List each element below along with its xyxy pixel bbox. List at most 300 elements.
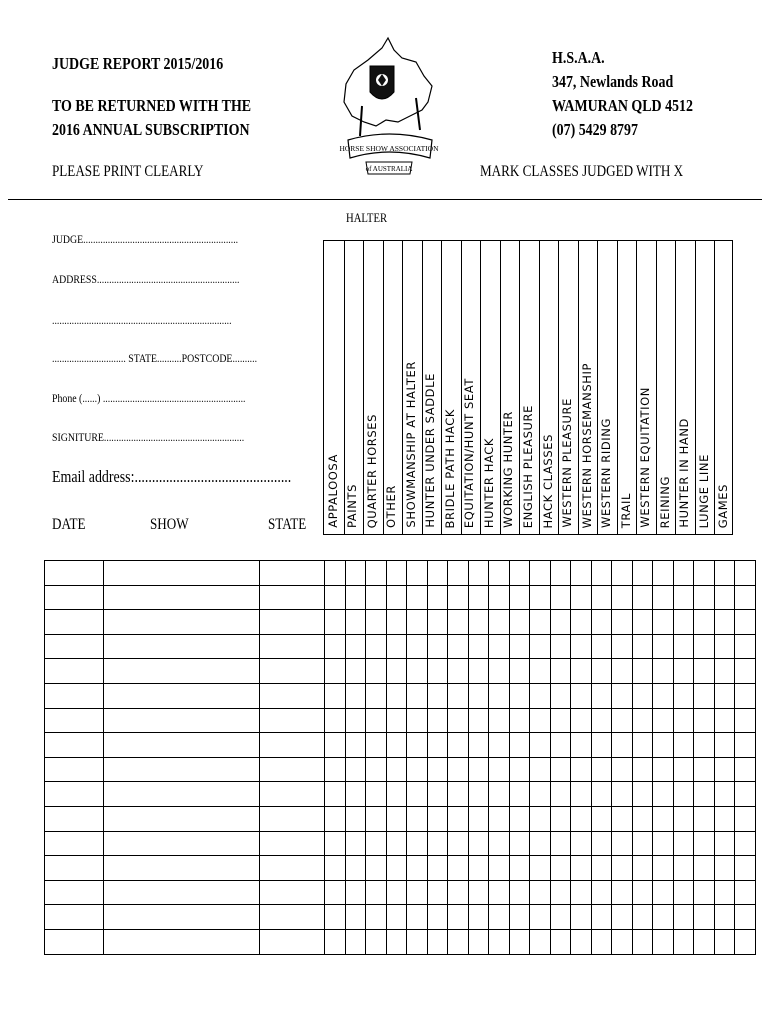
class-mark-cell[interactable] — [571, 634, 592, 659]
state-cell[interactable] — [260, 610, 325, 635]
class-mark-cell[interactable] — [673, 659, 694, 684]
class-mark-cell[interactable] — [591, 708, 612, 733]
class-mark-cell[interactable] — [714, 905, 735, 930]
class-mark-cell[interactable] — [653, 856, 674, 881]
class-mark-cell[interactable] — [735, 708, 756, 733]
class-mark-cell[interactable] — [468, 831, 489, 856]
class-mark-cell[interactable] — [550, 856, 571, 881]
class-mark-cell[interactable] — [468, 634, 489, 659]
class-mark-cell[interactable] — [632, 708, 653, 733]
class-mark-cell[interactable] — [489, 831, 510, 856]
date-cell[interactable] — [45, 880, 104, 905]
class-mark-cell[interactable] — [673, 610, 694, 635]
class-mark-cell[interactable] — [489, 733, 510, 758]
class-mark-cell[interactable] — [345, 856, 366, 881]
class-mark-cell[interactable] — [366, 905, 387, 930]
class-mark-cell[interactable] — [386, 880, 407, 905]
class-mark-cell[interactable] — [509, 610, 530, 635]
class-mark-cell[interactable] — [694, 610, 715, 635]
class-mark-cell[interactable] — [714, 782, 735, 807]
class-mark-cell[interactable] — [386, 929, 407, 954]
class-mark-cell[interactable] — [612, 905, 633, 930]
class-mark-cell[interactable] — [714, 929, 735, 954]
class-mark-cell[interactable] — [591, 880, 612, 905]
class-mark-cell[interactable] — [735, 905, 756, 930]
class-mark-cell[interactable] — [632, 634, 653, 659]
class-mark-cell[interactable] — [632, 880, 653, 905]
class-mark-cell[interactable] — [366, 856, 387, 881]
date-cell[interactable] — [45, 659, 104, 684]
class-mark-cell[interactable] — [612, 782, 633, 807]
class-mark-cell[interactable] — [386, 856, 407, 881]
class-mark-cell[interactable] — [325, 929, 346, 954]
class-mark-cell[interactable] — [448, 929, 469, 954]
class-mark-cell[interactable] — [714, 856, 735, 881]
class-mark-cell[interactable] — [591, 905, 612, 930]
class-mark-cell[interactable] — [653, 905, 674, 930]
class-mark-cell[interactable] — [366, 585, 387, 610]
class-mark-cell[interactable] — [325, 856, 346, 881]
class-mark-cell[interactable] — [427, 634, 448, 659]
class-mark-cell[interactable] — [735, 683, 756, 708]
class-mark-cell[interactable] — [325, 634, 346, 659]
class-mark-cell[interactable] — [714, 610, 735, 635]
class-mark-cell[interactable] — [407, 929, 428, 954]
class-mark-cell[interactable] — [489, 905, 510, 930]
class-mark-cell[interactable] — [673, 708, 694, 733]
class-mark-cell[interactable] — [571, 585, 592, 610]
class-mark-cell[interactable] — [591, 733, 612, 758]
class-mark-cell[interactable] — [653, 708, 674, 733]
class-mark-cell[interactable] — [448, 683, 469, 708]
class-mark-cell[interactable] — [509, 733, 530, 758]
class-mark-cell[interactable] — [571, 806, 592, 831]
class-mark-cell[interactable] — [714, 585, 735, 610]
class-mark-cell[interactable] — [427, 905, 448, 930]
class-mark-cell[interactable] — [489, 708, 510, 733]
class-mark-cell[interactable] — [591, 683, 612, 708]
class-mark-cell[interactable] — [694, 585, 715, 610]
class-mark-cell[interactable] — [612, 856, 633, 881]
class-mark-cell[interactable] — [386, 782, 407, 807]
class-mark-cell[interactable] — [673, 561, 694, 586]
class-mark-cell[interactable] — [653, 683, 674, 708]
class-mark-cell[interactable] — [509, 782, 530, 807]
class-mark-cell[interactable] — [448, 610, 469, 635]
class-mark-cell[interactable] — [735, 782, 756, 807]
class-mark-cell[interactable] — [427, 757, 448, 782]
class-mark-cell[interactable] — [489, 806, 510, 831]
class-mark-cell[interactable] — [407, 856, 428, 881]
class-mark-cell[interactable] — [407, 757, 428, 782]
class-mark-cell[interactable] — [550, 659, 571, 684]
class-mark-cell[interactable] — [694, 856, 715, 881]
class-mark-cell[interactable] — [530, 634, 551, 659]
class-mark-cell[interactable] — [591, 929, 612, 954]
class-mark-cell[interactable] — [468, 733, 489, 758]
address-field[interactable]: ADDRESS.......................................................... — [52, 272, 240, 286]
class-mark-cell[interactable] — [489, 561, 510, 586]
class-mark-cell[interactable] — [448, 905, 469, 930]
class-mark-cell[interactable] — [386, 905, 407, 930]
class-mark-cell[interactable] — [653, 733, 674, 758]
class-mark-cell[interactable] — [632, 733, 653, 758]
class-mark-cell[interactable] — [448, 782, 469, 807]
class-mark-cell[interactable] — [366, 659, 387, 684]
class-mark-cell[interactable] — [427, 929, 448, 954]
class-mark-cell[interactable] — [653, 757, 674, 782]
class-mark-cell[interactable] — [653, 782, 674, 807]
date-cell[interactable] — [45, 733, 104, 758]
class-mark-cell[interactable] — [694, 782, 715, 807]
class-mark-cell[interactable] — [407, 610, 428, 635]
class-mark-cell[interactable] — [468, 708, 489, 733]
class-mark-cell[interactable] — [407, 561, 428, 586]
class-mark-cell[interactable] — [427, 610, 448, 635]
date-cell[interactable] — [45, 634, 104, 659]
class-mark-cell[interactable] — [386, 683, 407, 708]
class-mark-cell[interactable] — [345, 610, 366, 635]
show-cell[interactable] — [104, 659, 260, 684]
state-cell[interactable] — [260, 831, 325, 856]
class-mark-cell[interactable] — [571, 929, 592, 954]
class-mark-cell[interactable] — [694, 905, 715, 930]
class-mark-cell[interactable] — [694, 561, 715, 586]
class-mark-cell[interactable] — [550, 733, 571, 758]
class-mark-cell[interactable] — [673, 585, 694, 610]
class-mark-cell[interactable] — [591, 856, 612, 881]
class-mark-cell[interactable] — [530, 905, 551, 930]
class-mark-cell[interactable] — [407, 831, 428, 856]
date-cell[interactable] — [45, 683, 104, 708]
class-mark-cell[interactable] — [591, 634, 612, 659]
class-mark-cell[interactable] — [735, 757, 756, 782]
class-mark-cell[interactable] — [653, 659, 674, 684]
class-mark-cell[interactable] — [366, 831, 387, 856]
class-mark-cell[interactable] — [673, 905, 694, 930]
class-mark-cell[interactable] — [366, 561, 387, 586]
class-mark-cell[interactable] — [345, 806, 366, 831]
class-mark-cell[interactable] — [530, 757, 551, 782]
date-cell[interactable] — [45, 708, 104, 733]
class-mark-cell[interactable] — [345, 634, 366, 659]
class-mark-cell[interactable] — [407, 585, 428, 610]
class-mark-cell[interactable] — [591, 757, 612, 782]
class-mark-cell[interactable] — [468, 856, 489, 881]
class-mark-cell[interactable] — [735, 831, 756, 856]
state-cell[interactable] — [260, 905, 325, 930]
class-mark-cell[interactable] — [509, 757, 530, 782]
class-mark-cell[interactable] — [694, 831, 715, 856]
class-mark-cell[interactable] — [427, 782, 448, 807]
state-cell[interactable] — [260, 683, 325, 708]
class-mark-cell[interactable] — [345, 929, 366, 954]
class-mark-cell[interactable] — [694, 634, 715, 659]
class-mark-cell[interactable] — [407, 806, 428, 831]
class-mark-cell[interactable] — [530, 585, 551, 610]
class-mark-cell[interactable] — [366, 929, 387, 954]
class-mark-cell[interactable] — [448, 856, 469, 881]
class-mark-cell[interactable] — [530, 880, 551, 905]
class-mark-cell[interactable] — [694, 683, 715, 708]
class-mark-cell[interactable] — [673, 733, 694, 758]
class-mark-cell[interactable] — [448, 733, 469, 758]
class-mark-cell[interactable] — [366, 634, 387, 659]
class-mark-cell[interactable] — [714, 831, 735, 856]
date-cell[interactable] — [45, 929, 104, 954]
class-mark-cell[interactable] — [714, 806, 735, 831]
class-mark-cell[interactable] — [325, 585, 346, 610]
class-mark-cell[interactable] — [530, 856, 551, 881]
class-mark-cell[interactable] — [530, 708, 551, 733]
class-mark-cell[interactable] — [530, 929, 551, 954]
class-mark-cell[interactable] — [345, 659, 366, 684]
class-mark-cell[interactable] — [550, 782, 571, 807]
state-cell[interactable] — [260, 659, 325, 684]
class-mark-cell[interactable] — [612, 806, 633, 831]
class-mark-cell[interactable] — [591, 782, 612, 807]
class-mark-cell[interactable] — [509, 708, 530, 733]
class-mark-cell[interactable] — [386, 757, 407, 782]
class-mark-cell[interactable] — [489, 585, 510, 610]
class-mark-cell[interactable] — [653, 880, 674, 905]
class-mark-cell[interactable] — [448, 831, 469, 856]
class-mark-cell[interactable] — [632, 610, 653, 635]
state-cell[interactable] — [260, 856, 325, 881]
class-mark-cell[interactable] — [714, 634, 735, 659]
class-mark-cell[interactable] — [345, 733, 366, 758]
class-mark-cell[interactable] — [366, 806, 387, 831]
state-cell[interactable] — [260, 929, 325, 954]
class-mark-cell[interactable] — [571, 856, 592, 881]
class-mark-cell[interactable] — [571, 831, 592, 856]
class-mark-cell[interactable] — [325, 757, 346, 782]
class-mark-cell[interactable] — [694, 929, 715, 954]
class-mark-cell[interactable] — [591, 659, 612, 684]
class-mark-cell[interactable] — [345, 561, 366, 586]
class-mark-cell[interactable] — [714, 757, 735, 782]
class-mark-cell[interactable] — [366, 782, 387, 807]
class-mark-cell[interactable] — [571, 880, 592, 905]
class-mark-cell[interactable] — [612, 757, 633, 782]
class-mark-cell[interactable] — [571, 905, 592, 930]
class-mark-cell[interactable] — [694, 806, 715, 831]
class-mark-cell[interactable] — [632, 929, 653, 954]
class-mark-cell[interactable] — [489, 683, 510, 708]
date-cell[interactable] — [45, 905, 104, 930]
show-cell[interactable] — [104, 585, 260, 610]
class-mark-cell[interactable] — [489, 610, 510, 635]
class-mark-cell[interactable] — [366, 733, 387, 758]
class-mark-cell[interactable] — [345, 757, 366, 782]
class-mark-cell[interactable] — [571, 683, 592, 708]
class-mark-cell[interactable] — [407, 708, 428, 733]
class-mark-cell[interactable] — [571, 733, 592, 758]
class-mark-cell[interactable] — [325, 831, 346, 856]
class-mark-cell[interactable] — [591, 831, 612, 856]
class-mark-cell[interactable] — [653, 929, 674, 954]
class-mark-cell[interactable] — [673, 880, 694, 905]
class-mark-cell[interactable] — [448, 757, 469, 782]
show-cell[interactable] — [104, 683, 260, 708]
class-mark-cell[interactable] — [571, 610, 592, 635]
class-mark-cell[interactable] — [550, 757, 571, 782]
class-mark-cell[interactable] — [530, 683, 551, 708]
class-mark-cell[interactable] — [612, 683, 633, 708]
class-mark-cell[interactable] — [509, 880, 530, 905]
class-mark-cell[interactable] — [407, 659, 428, 684]
class-mark-cell[interactable] — [714, 733, 735, 758]
class-mark-cell[interactable] — [427, 733, 448, 758]
show-cell[interactable] — [104, 610, 260, 635]
class-mark-cell[interactable] — [673, 831, 694, 856]
class-mark-cell[interactable] — [653, 585, 674, 610]
class-mark-cell[interactable] — [468, 585, 489, 610]
class-mark-cell[interactable] — [468, 659, 489, 684]
class-mark-cell[interactable] — [530, 782, 551, 807]
state-postcode-field[interactable]: .............................. STATE..........POSTCODE.......... — [52, 351, 258, 365]
class-mark-cell[interactable] — [468, 880, 489, 905]
class-mark-cell[interactable] — [509, 683, 530, 708]
class-mark-cell[interactable] — [632, 757, 653, 782]
show-cell[interactable] — [104, 929, 260, 954]
class-mark-cell[interactable] — [612, 733, 633, 758]
class-mark-cell[interactable] — [632, 905, 653, 930]
class-mark-cell[interactable] — [386, 610, 407, 635]
class-mark-cell[interactable] — [345, 831, 366, 856]
class-mark-cell[interactable] — [673, 856, 694, 881]
class-mark-cell[interactable] — [509, 856, 530, 881]
class-mark-cell[interactable] — [673, 683, 694, 708]
class-mark-cell[interactable] — [673, 634, 694, 659]
class-mark-cell[interactable] — [571, 659, 592, 684]
class-mark-cell[interactable] — [448, 561, 469, 586]
state-cell[interactable] — [260, 782, 325, 807]
class-mark-cell[interactable] — [386, 585, 407, 610]
class-mark-cell[interactable] — [571, 782, 592, 807]
class-mark-cell[interactable] — [632, 831, 653, 856]
class-mark-cell[interactable] — [489, 880, 510, 905]
signature-field[interactable]: SIGNITURE......................................................... — [52, 430, 245, 444]
date-cell[interactable] — [45, 831, 104, 856]
date-cell[interactable] — [45, 856, 104, 881]
class-mark-cell[interactable] — [345, 708, 366, 733]
class-mark-cell[interactable] — [632, 683, 653, 708]
class-mark-cell[interactable] — [407, 880, 428, 905]
class-mark-cell[interactable] — [325, 880, 346, 905]
class-mark-cell[interactable] — [407, 634, 428, 659]
class-mark-cell[interactable] — [509, 634, 530, 659]
class-mark-cell[interactable] — [653, 610, 674, 635]
show-cell[interactable] — [104, 831, 260, 856]
show-cell[interactable] — [104, 806, 260, 831]
class-mark-cell[interactable] — [468, 561, 489, 586]
class-mark-cell[interactable] — [366, 683, 387, 708]
class-mark-cell[interactable] — [325, 683, 346, 708]
class-mark-cell[interactable] — [694, 880, 715, 905]
class-mark-cell[interactable] — [550, 831, 571, 856]
class-mark-cell[interactable] — [550, 585, 571, 610]
class-mark-cell[interactable] — [448, 880, 469, 905]
state-cell[interactable] — [260, 634, 325, 659]
class-mark-cell[interactable] — [427, 561, 448, 586]
class-mark-cell[interactable] — [489, 659, 510, 684]
show-cell[interactable] — [104, 880, 260, 905]
judge-field[interactable]: JUDGE............................................................... — [52, 232, 239, 246]
class-mark-cell[interactable] — [530, 561, 551, 586]
class-mark-cell[interactable] — [735, 929, 756, 954]
show-cell[interactable] — [104, 782, 260, 807]
class-mark-cell[interactable] — [612, 831, 633, 856]
class-mark-cell[interactable] — [427, 856, 448, 881]
class-mark-cell[interactable] — [571, 708, 592, 733]
class-mark-cell[interactable] — [386, 659, 407, 684]
class-mark-cell[interactable] — [386, 634, 407, 659]
class-mark-cell[interactable] — [509, 905, 530, 930]
class-mark-cell[interactable] — [612, 610, 633, 635]
date-cell[interactable] — [45, 757, 104, 782]
class-mark-cell[interactable] — [591, 561, 612, 586]
class-mark-cell[interactable] — [489, 856, 510, 881]
class-mark-cell[interactable] — [468, 610, 489, 635]
class-mark-cell[interactable] — [448, 806, 469, 831]
class-mark-cell[interactable] — [591, 585, 612, 610]
date-cell[interactable] — [45, 561, 104, 586]
class-mark-cell[interactable] — [509, 659, 530, 684]
class-mark-cell[interactable] — [694, 708, 715, 733]
show-cell[interactable] — [104, 856, 260, 881]
class-mark-cell[interactable] — [591, 806, 612, 831]
class-mark-cell[interactable] — [735, 585, 756, 610]
class-mark-cell[interactable] — [612, 708, 633, 733]
class-mark-cell[interactable] — [325, 659, 346, 684]
class-mark-cell[interactable] — [448, 659, 469, 684]
class-mark-cell[interactable] — [509, 585, 530, 610]
class-mark-cell[interactable] — [427, 659, 448, 684]
class-mark-cell[interactable] — [735, 610, 756, 635]
class-mark-cell[interactable] — [448, 708, 469, 733]
class-mark-cell[interactable] — [345, 905, 366, 930]
class-mark-cell[interactable] — [325, 610, 346, 635]
class-mark-cell[interactable] — [632, 856, 653, 881]
show-cell[interactable] — [104, 561, 260, 586]
class-mark-cell[interactable] — [407, 782, 428, 807]
class-mark-cell[interactable] — [427, 806, 448, 831]
class-mark-cell[interactable] — [612, 929, 633, 954]
class-mark-cell[interactable] — [489, 929, 510, 954]
class-mark-cell[interactable] — [550, 634, 571, 659]
show-cell[interactable] — [104, 708, 260, 733]
class-mark-cell[interactable] — [550, 880, 571, 905]
class-mark-cell[interactable] — [673, 782, 694, 807]
email-field[interactable]: Email address:............................................. — [52, 467, 292, 486]
class-mark-cell[interactable] — [407, 733, 428, 758]
class-mark-cell[interactable] — [407, 683, 428, 708]
class-mark-cell[interactable] — [571, 757, 592, 782]
class-mark-cell[interactable] — [591, 610, 612, 635]
class-mark-cell[interactable] — [468, 905, 489, 930]
date-cell[interactable] — [45, 806, 104, 831]
class-mark-cell[interactable] — [714, 659, 735, 684]
class-mark-cell[interactable] — [653, 561, 674, 586]
class-mark-cell[interactable] — [509, 806, 530, 831]
class-mark-cell[interactable] — [325, 733, 346, 758]
class-mark-cell[interactable] — [468, 929, 489, 954]
class-mark-cell[interactable] — [550, 806, 571, 831]
class-mark-cell[interactable] — [632, 782, 653, 807]
class-mark-cell[interactable] — [366, 708, 387, 733]
class-mark-cell[interactable] — [632, 561, 653, 586]
